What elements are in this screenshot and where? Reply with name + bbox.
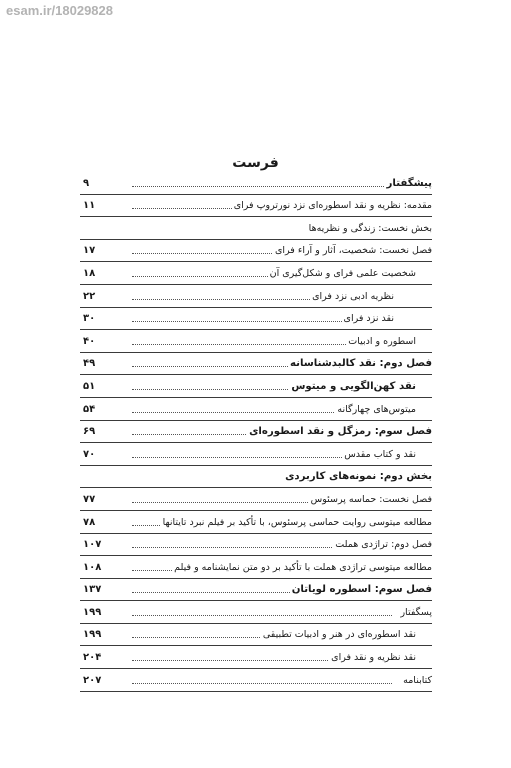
toc-entry-page: ۱۷ bbox=[83, 245, 96, 257]
toc-entry-page: ۷۰ bbox=[83, 448, 96, 460]
toc-entry-label: پیشگفتار bbox=[386, 177, 432, 189]
toc-entry bbox=[80, 375, 432, 398]
toc-entry-page: ۷۸ bbox=[83, 516, 96, 528]
toc-entry bbox=[80, 308, 432, 331]
toc-entry bbox=[80, 646, 432, 669]
toc-entry-page: ۱۳۷ bbox=[83, 584, 102, 596]
toc-entry-page: ۱۰۸ bbox=[83, 561, 102, 573]
toc-entry-page: ۲۰۷ bbox=[83, 674, 102, 686]
toc-entry-page: ۶۹ bbox=[83, 426, 96, 438]
toc-entry bbox=[80, 579, 432, 602]
toc-entry bbox=[80, 534, 432, 557]
toc-entry-label: کتابنامه bbox=[403, 674, 432, 686]
toc-entry-page: ۲۲ bbox=[83, 290, 96, 302]
toc-entry-page: ۱۹۹ bbox=[83, 606, 102, 618]
toc-entry-label: نقد نزد فرای bbox=[343, 313, 394, 325]
watermark-text: esam.ir/18029828 bbox=[6, 3, 113, 18]
toc-entry-page: ۴۹ bbox=[83, 358, 96, 370]
toc-entry bbox=[80, 285, 432, 308]
toc-entry-label: نقد کهن‌الگویی و میتوس bbox=[291, 380, 416, 392]
toc-entry-label: نقد نظریه و نقد فرای bbox=[331, 652, 416, 664]
toc-entry-label: فصل دوم: تراژدی هملت bbox=[335, 539, 432, 551]
toc-entry bbox=[80, 466, 432, 489]
toc-entry bbox=[80, 240, 432, 263]
toc-entry-label: میتوس‌های چهارگانه bbox=[337, 403, 416, 415]
toc-entry bbox=[80, 330, 432, 353]
page-title: فرست bbox=[232, 155, 279, 171]
toc-entry-page: ۵۱ bbox=[83, 380, 96, 392]
toc-entry-label: بخش نخست: زندگی و نظریه‌ها bbox=[308, 222, 432, 234]
toc-entry-label: پسگفتار bbox=[400, 606, 432, 618]
toc-entry bbox=[80, 488, 432, 511]
toc-entry-label: بخش دوم: نمونه‌های کاربردی bbox=[285, 471, 432, 483]
toc-entry-label: فصل نخست: شخصیت، آثار و آراء فرای bbox=[274, 245, 432, 257]
toc-entry-label: نظریه ادبی نزد فرای bbox=[312, 290, 394, 302]
toc-entry-page: ۷۷ bbox=[83, 493, 96, 505]
toc-entry-page: ۲۰۴ bbox=[83, 652, 102, 664]
toc-entry-page: ۴۰ bbox=[83, 335, 96, 347]
toc-entry-label: نقد اسطوره‌ای در هنر و ادبیات تطبیقی bbox=[262, 629, 416, 641]
toc-entry bbox=[80, 398, 432, 421]
toc-entry-page: ۱۰۷ bbox=[83, 539, 102, 551]
toc-leader-dots bbox=[132, 186, 392, 187]
toc-entry-label: مطالعه میتوسی روایت حماسی پرسئوس، با تأکید بر فیلم نبرد تایتانها bbox=[162, 516, 432, 528]
toc-entry bbox=[80, 217, 432, 240]
toc-entry bbox=[80, 353, 432, 376]
toc-entry bbox=[80, 172, 432, 195]
toc-entry bbox=[80, 601, 432, 624]
toc-entry-page: ۹ bbox=[83, 177, 90, 189]
toc-entry bbox=[80, 421, 432, 444]
toc-entry-label: فصل سوم: رمزگل و نقد اسطوره‌ای bbox=[249, 426, 432, 438]
toc-entry-page: ۳۰ bbox=[83, 313, 96, 325]
toc-entry bbox=[80, 624, 432, 647]
toc-entry-label: نقد و کتاب مقدس bbox=[344, 448, 416, 460]
toc-entry bbox=[80, 262, 432, 285]
toc-entry-label: مطالعه میتوسی تراژدی هملت با تأکید بر دو متن نمایشنامه و فیلم bbox=[174, 561, 432, 573]
toc-entry-label: فصل دوم: نقد کالبدشناسانه bbox=[289, 358, 432, 370]
toc-leader-dots bbox=[132, 683, 392, 684]
toc-entry bbox=[80, 556, 432, 579]
toc-entry-label: اسطوره و ادبیات bbox=[348, 335, 416, 347]
toc-entry-label: مقدمه: نظریه و نقد اسطوره‌ای نزد نورتروپ فرای bbox=[233, 200, 432, 212]
toc-entry-page: ۱۸ bbox=[83, 267, 96, 279]
toc-entry-page: ۵۴ bbox=[83, 403, 96, 415]
toc-entry-page: ۱۹۹ bbox=[83, 629, 102, 641]
toc-entry bbox=[80, 195, 432, 218]
toc-entry-page: ۱۱ bbox=[83, 200, 96, 212]
toc-entry-label: فصل سوم: اسطوره لویاتان bbox=[291, 584, 432, 596]
toc-entry bbox=[80, 669, 432, 692]
table-of-contents bbox=[80, 172, 432, 692]
toc-entry bbox=[80, 511, 432, 534]
toc-entry-label: شخصیت علمی فرای و شکل‌گیری آن bbox=[269, 267, 416, 279]
toc-entry-label: فصل نخست: حماسه پرسئوس bbox=[310, 493, 432, 505]
toc-leader-dots bbox=[132, 615, 392, 616]
toc-entry bbox=[80, 443, 432, 466]
